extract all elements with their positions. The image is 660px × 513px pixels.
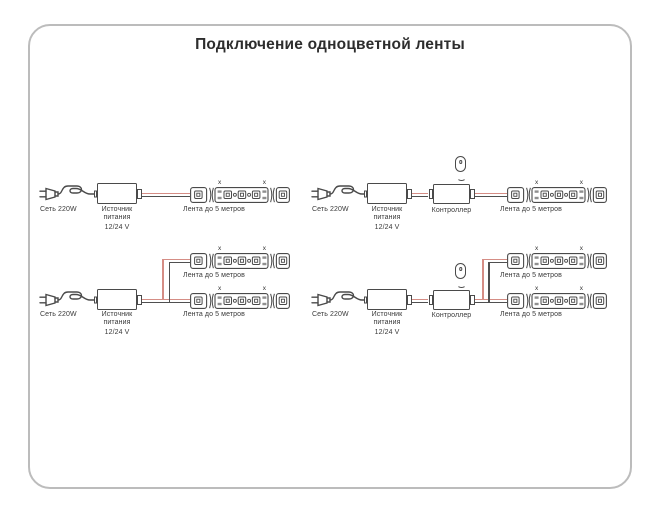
- led-strip: [190, 245, 290, 269]
- wire-neutral-branch: [169, 262, 171, 304]
- led-chip: [238, 257, 246, 265]
- wire-live-branch: [162, 259, 164, 301]
- strip-break-mark: [590, 188, 591, 202]
- wire-neutral: [169, 262, 191, 264]
- solder-pad: [262, 263, 266, 265]
- solder-pad: [579, 190, 583, 192]
- led-chip: [252, 257, 260, 265]
- plug-with-cord: [38, 288, 95, 312]
- signal-arc-icon: [457, 282, 466, 288]
- led-chip: [541, 191, 549, 199]
- wire-live: [475, 193, 507, 195]
- solder-pad: [262, 296, 266, 298]
- cord-inlet: [364, 296, 367, 303]
- plug-icon: [310, 182, 367, 206]
- cord-inlet: [364, 190, 367, 197]
- led-strip-body: [507, 187, 607, 203]
- wire-neutral: [475, 302, 507, 304]
- strip-break-mark: [212, 294, 213, 308]
- led-chip: [238, 191, 246, 199]
- led-chip: [195, 257, 203, 265]
- strip-break-mark: [273, 188, 274, 202]
- led-chip: [596, 191, 604, 199]
- solder-pad: [535, 263, 539, 265]
- psu-label: Источник питания 12/24 V: [87, 311, 147, 337]
- cut-mark-icon: x: [534, 285, 539, 292]
- led-chip: [512, 297, 519, 305]
- solder-pad: [262, 256, 266, 258]
- strip-break-mark: [212, 188, 213, 202]
- solder-pad: [579, 256, 583, 258]
- wire-live: [482, 259, 507, 261]
- plug-body: [318, 189, 327, 200]
- plug-prongs: [312, 191, 318, 197]
- power-supply-box: [367, 183, 407, 204]
- led-chip: [279, 257, 287, 265]
- solder-pad: [535, 303, 539, 305]
- strip-break-mark: [588, 188, 589, 202]
- led-chip: [569, 257, 577, 265]
- led-strip-body: [507, 253, 607, 269]
- controller-label: Контроллер: [431, 207, 472, 214]
- strip-label: Лента до 5 метров: [183, 272, 245, 279]
- plug-prongs: [40, 191, 46, 197]
- led-strip-body: [190, 293, 290, 309]
- cut-mark-icon: x: [217, 245, 222, 252]
- output-connector: [470, 189, 475, 199]
- strip-label: Лента до 5 метров: [500, 206, 562, 213]
- strip-break-mark: [271, 188, 272, 202]
- mains-label: Сеть 220W: [40, 206, 77, 213]
- solder-pad: [218, 197, 222, 199]
- strip-label: Лента до 5 метров: [500, 311, 562, 318]
- solder-pad: [579, 303, 583, 305]
- plug-with-cord: [310, 288, 367, 312]
- strip-label: Лента до 5 метров: [183, 311, 245, 318]
- power-supply-box: [97, 289, 137, 310]
- led-chip: [279, 191, 287, 199]
- wire-neutral: [412, 196, 428, 198]
- cut-mark-icon: x: [534, 179, 539, 186]
- led-strip-body: [507, 293, 607, 309]
- solder-pad: [579, 296, 583, 298]
- power-cord: [58, 186, 95, 194]
- solder-pad: [535, 190, 539, 192]
- signal-arc-icon: [457, 175, 466, 181]
- strip-break-mark: [210, 294, 211, 308]
- led-chip: [195, 297, 203, 305]
- led-chip: [555, 297, 563, 305]
- led-chip: [569, 191, 577, 199]
- led-chip: [555, 191, 563, 199]
- led-chip: [555, 257, 563, 265]
- strip-slot: [190, 285, 290, 309]
- plug-body: [46, 189, 55, 200]
- solder-pad: [262, 303, 266, 305]
- controller-box: [433, 290, 470, 310]
- plug-icon: [38, 288, 95, 312]
- plug-prongs: [40, 297, 46, 303]
- led-strip: [507, 245, 607, 269]
- controller-box: [433, 184, 470, 204]
- cut-mark-icon: x: [579, 179, 584, 186]
- solder-pad: [218, 296, 222, 298]
- strip-label: Лента до 5 метров: [500, 272, 562, 279]
- strip-slot: [190, 245, 290, 269]
- solder-pad: [218, 263, 222, 265]
- input-connector: [429, 189, 434, 199]
- strip-break-mark: [529, 254, 530, 268]
- wire-neutral: [412, 302, 428, 304]
- cut-mark-icon: x: [262, 245, 267, 252]
- solder-pad: [218, 256, 222, 258]
- led-chip: [252, 191, 260, 199]
- led-chip: [224, 297, 232, 305]
- solder-pad: [218, 303, 222, 305]
- remote-icon: [455, 156, 466, 172]
- led-chip: [224, 257, 232, 265]
- strip-break-mark: [529, 188, 530, 202]
- power-supply-box: [97, 183, 137, 204]
- psu-voltage: 12/24 V: [104, 224, 130, 231]
- psu-voltage: 12/24 V: [104, 329, 130, 336]
- led-chip: [279, 297, 287, 305]
- controller-label: Контроллер: [431, 312, 472, 319]
- mains-label: Сеть 220W: [312, 206, 349, 213]
- wire-neutral: [488, 262, 507, 264]
- strip-break-mark: [527, 254, 528, 268]
- strip-slot: [507, 179, 607, 203]
- output-connector: [407, 295, 412, 305]
- plug-icon: [38, 182, 95, 206]
- power-cord: [330, 186, 367, 194]
- plug-with-cord: [310, 182, 367, 206]
- solder-pad: [579, 197, 583, 199]
- led-chip: [541, 257, 549, 265]
- led-strip-body: [190, 253, 290, 269]
- strip-break-mark: [273, 294, 274, 308]
- strip-break-mark: [588, 254, 589, 268]
- strip-break-mark: [527, 294, 528, 308]
- remote-button: [459, 267, 463, 271]
- cut-mark-icon: x: [579, 245, 584, 252]
- power-supply-box: [367, 289, 407, 310]
- strip-break-mark: [210, 188, 211, 202]
- led-strip: [190, 179, 290, 203]
- strip-label: Лента до 5 метров: [183, 206, 245, 213]
- strip-slot: [190, 179, 290, 203]
- wire-live: [412, 193, 428, 195]
- power-cord: [330, 292, 367, 300]
- cut-mark-icon: x: [217, 179, 222, 186]
- mains-label: Сеть 220W: [312, 311, 349, 318]
- psu-voltage: 12/24 V: [374, 329, 400, 336]
- led-strip: [507, 285, 607, 309]
- wire-live: [142, 299, 190, 301]
- wire-live: [162, 259, 190, 261]
- plug-icon: [310, 288, 367, 312]
- led-chip: [195, 191, 203, 199]
- input-connector: [429, 295, 434, 305]
- output-connector: [137, 189, 142, 199]
- strip-break-mark: [529, 294, 530, 308]
- cord-inlet: [94, 190, 97, 197]
- wire-live: [412, 299, 428, 301]
- strip-break-mark: [212, 254, 213, 268]
- output-connector: [470, 295, 475, 305]
- remote-button: [459, 160, 463, 164]
- led-strip: [190, 285, 290, 309]
- strip-slot: [507, 285, 607, 309]
- psu-voltage: 12/24 V: [374, 224, 400, 231]
- strip-break-mark: [271, 294, 272, 308]
- wire-live: [475, 299, 507, 301]
- led-chip: [596, 257, 604, 265]
- plug-with-cord: [38, 182, 95, 206]
- strip-break-mark: [590, 254, 591, 268]
- cut-mark-icon: x: [579, 285, 584, 292]
- cut-mark-icon: x: [262, 179, 267, 186]
- power-cord: [58, 292, 95, 300]
- wire-neutral: [475, 196, 507, 198]
- psu-label: Источник питания 12/24 V: [87, 206, 147, 232]
- cut-mark-icon: x: [262, 285, 267, 292]
- strip-break-mark: [527, 188, 528, 202]
- strip-break-mark: [271, 254, 272, 268]
- led-chip: [541, 297, 549, 305]
- led-chip: [252, 297, 260, 305]
- strip-slot: [507, 245, 607, 269]
- wire-neutral: [142, 196, 190, 198]
- wire-neutral-branch: [488, 262, 490, 304]
- page-title: Подключение одноцветной ленты: [195, 36, 465, 53]
- wire-live-branch: [482, 259, 484, 301]
- strip-break-mark: [210, 254, 211, 268]
- strip-break-mark: [273, 254, 274, 268]
- solder-pad: [535, 296, 539, 298]
- led-chip: [238, 297, 246, 305]
- plug-body: [46, 295, 55, 306]
- solder-pad: [262, 197, 266, 199]
- solder-pad: [535, 256, 539, 258]
- mains-label: Сеть 220W: [40, 311, 77, 318]
- cut-mark-icon: x: [534, 245, 539, 252]
- wire-live: [142, 193, 190, 195]
- led-chip: [512, 191, 519, 199]
- psu-label: Источник питания 12/24 V: [357, 311, 417, 337]
- cord-inlet: [94, 296, 97, 303]
- output-connector: [407, 189, 412, 199]
- led-chip: [596, 297, 604, 305]
- led-strip: [507, 179, 607, 203]
- led-chip: [569, 297, 577, 305]
- output-connector: [137, 295, 142, 305]
- cut-mark-icon: x: [217, 285, 222, 292]
- solder-pad: [218, 190, 222, 192]
- solder-pad: [579, 263, 583, 265]
- solder-pad: [262, 190, 266, 192]
- psu-label: Источник питания 12/24 V: [357, 206, 417, 232]
- strip-break-mark: [588, 294, 589, 308]
- led-chip: [512, 257, 519, 265]
- led-strip-body: [190, 187, 290, 203]
- led-chip: [224, 191, 232, 199]
- strip-break-mark: [590, 294, 591, 308]
- wire-neutral: [142, 302, 190, 304]
- plug-body: [318, 295, 327, 306]
- remote-icon: [455, 263, 466, 279]
- solder-pad: [535, 197, 539, 199]
- plug-prongs: [312, 297, 318, 303]
